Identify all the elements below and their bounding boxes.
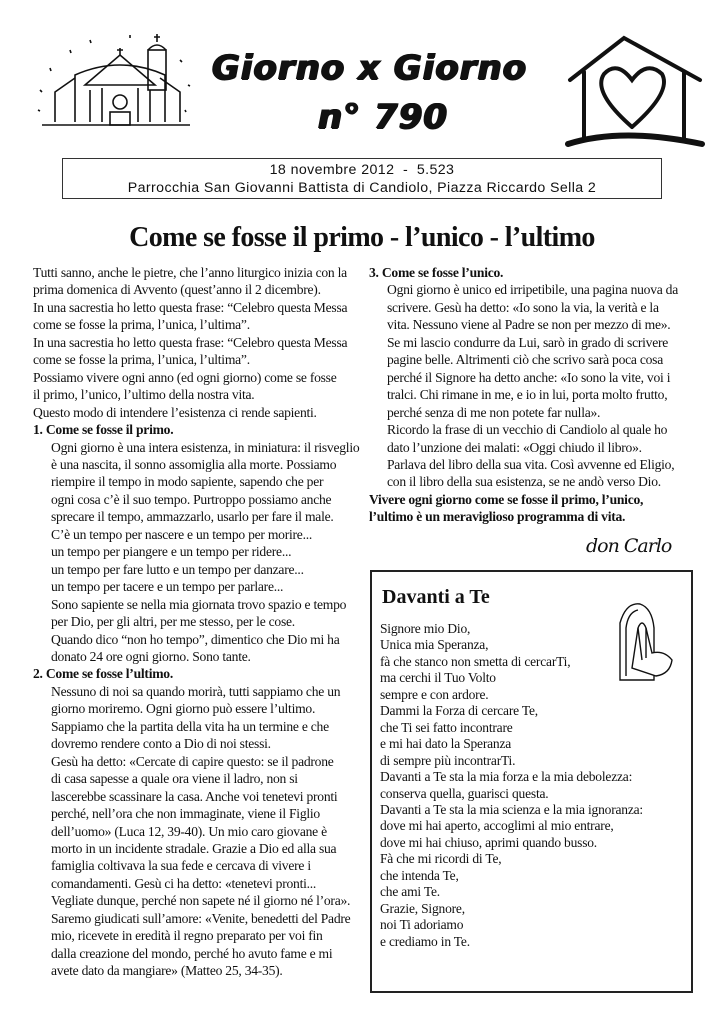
prayer-line: sempre e con ardore. bbox=[380, 686, 489, 702]
text-line: perché senza di me non potete far nulla». bbox=[387, 404, 601, 420]
prayer-text bbox=[380, 621, 643, 950]
prayer-line: Unica mia Speranza, bbox=[380, 637, 489, 653]
text-line: Ogni giorno è una intera esistenza, in miniatura: il risveglio bbox=[51, 439, 360, 455]
prayer-line: dove mi hai chiuso, aprimi quando busso. bbox=[380, 834, 597, 850]
text-line: come se fosse la prima, l’unica, l’ultima”. bbox=[33, 352, 250, 368]
text-line: Sono sapiente se nella mia giornata trovo spazio e tempo bbox=[51, 596, 347, 612]
prayer-line: ma cerchi il Tuo Volto bbox=[380, 670, 496, 686]
text-line: il primo, l’unico, l’ultimo della nostra vita. bbox=[33, 387, 255, 403]
text-line: comandamenti. Gesù ci ha detto: «tenetevi pronti... bbox=[51, 875, 317, 891]
text-line: Gesù ha detto: «Cercate di capire questo: se il padrone bbox=[51, 753, 334, 769]
prayer-line: Signore mio Dio, bbox=[380, 621, 471, 636]
section-heading: 2. Come se fosse l’ultimo. bbox=[33, 666, 173, 682]
text-line: Sappiamo che la partita della vita ha un termine e che bbox=[51, 718, 329, 734]
text-line: per Dio, per gli altri, per me stesso, per le cose. bbox=[51, 614, 295, 630]
text-line: avete dato da mangiare» (Matteo 25, 34-35). bbox=[51, 963, 283, 979]
text-line: famiglia coltivava la sua fede e cercava di vivere i bbox=[51, 858, 311, 874]
text-line: mio, ricevete in eredità il regno preparato per voi fin bbox=[51, 928, 323, 944]
text-line: un tempo per tacere e un tempo per parlare... bbox=[51, 579, 284, 595]
text-line: con il libro della sua esistenza, se ne andò verso Dio. bbox=[387, 474, 661, 490]
text-line: Tutti sanno, anche le pietre, che l’anno liturgico inizia con la bbox=[33, 265, 347, 280]
text-line: Quando dico “non ho tempo”, dimentico che Dio mi ha bbox=[51, 631, 340, 647]
text-line: dovremo rendere conto a Dio di noi stessi. bbox=[51, 736, 271, 752]
text-line: dell’uomo» (Luca 12, 39-40). Un mio caro giovane è bbox=[51, 823, 327, 839]
prayer-line: dove mi hai aperto, accoglimi al mio entrare, bbox=[380, 818, 614, 834]
text-line: Ricordo la frase di un vecchio di Candiolo al quale ho bbox=[387, 422, 668, 438]
text-line: perché, nell’ora che non immaginate, viene il Figlio bbox=[51, 806, 320, 822]
prayer-line: noi Ti adoriamo bbox=[380, 917, 464, 933]
issue-info-box bbox=[62, 158, 662, 199]
parish-address: Parrocchia San Giovanni Battista di Candiolo, Piazza Riccardo Sella 2 bbox=[127, 180, 597, 196]
prayer-line: Fà che mi ricordi di Te, bbox=[380, 851, 502, 867]
text-line: Ogni giorno è unico ed irripetibile, una pagina nuova da bbox=[387, 282, 679, 298]
text-line: lascerebbe scassinare la casa. Anche voi tenetevi pronti bbox=[51, 788, 338, 804]
prayer-title: Davanti a Te bbox=[382, 586, 490, 608]
text-line: In una sacrestia ho letto questa frase: “Celebro questa Messa bbox=[33, 299, 348, 315]
prayer-line: che Ti sei fatto incontrare bbox=[380, 719, 513, 735]
text-line: scrivere. Gesù ha detto: «Io sono la via, la verità e la bbox=[387, 299, 659, 315]
text-line: tralci. Chi rimane in me, e io in lui, porta molto frutto, bbox=[387, 387, 668, 403]
section-heading: l’ultimo è un meraviglioso programma di vita. bbox=[369, 509, 626, 525]
text-line: Parlava del libro della sua vita. Così avvenne ed Eligio, bbox=[387, 456, 675, 472]
text-line: Saremo giudicati sull’amore: «Venite, benedetti del Padre bbox=[51, 910, 351, 926]
text-line: ogni cosa c’è il suo tempo. Purtroppo possiamo anche bbox=[51, 491, 332, 507]
text-line: è una nascita, il sonno assomiglia alla morte. Possiamo bbox=[51, 456, 337, 472]
text-line: In una sacrestia ho letto questa frase: “Celebro questa Messa bbox=[33, 334, 348, 350]
prayer-line: conserva quella, guarisci questa. bbox=[380, 785, 549, 801]
prayer-line: che ami Te. bbox=[380, 884, 440, 900]
text-line: di casa sapesse a quale ora viene il ladro, non si bbox=[51, 771, 298, 787]
text-line: come se fosse la prima, l’unica, l’ultima”. bbox=[33, 317, 250, 333]
prayer-line: Dammi la Forza di cercare Te, bbox=[380, 703, 538, 719]
text-line: pagine belle. Altrimenti ciò che scrivo sarà poca cosa bbox=[387, 352, 664, 368]
prayer-line: Davanti a Te sta la mia forza e la mia debolezza: bbox=[380, 769, 633, 785]
article-left-column bbox=[33, 264, 360, 980]
text-line: Questo modo di intendere l’esistenza ci rende sapienti. bbox=[33, 404, 317, 420]
prayer-line: Grazie, Signore, bbox=[380, 900, 465, 916]
prayer-line: Davanti a Te sta la mia scienza e la mia ignoranza: bbox=[380, 801, 643, 817]
text-line: dato l’unzione dei malati: «Oggi chiudo il libro». bbox=[387, 439, 642, 455]
text-line: Se mi lascio condurre da Lui, sarò in grado di scrivere bbox=[387, 334, 669, 350]
text-line: donato 24 ore ogni giorno. Sono tante. bbox=[51, 648, 251, 664]
text-line: un tempo per fare lutto e un tempo per danzare... bbox=[51, 561, 304, 577]
text-line: perché il Signore ha detto anche: «Io sono la vite, voi i bbox=[387, 369, 671, 385]
text-line: Possiamo vivere ogni anno (ed ogni giorno) come se fosse bbox=[33, 369, 337, 385]
text-line: giorno moriremo. Ogni giorno può essere l’ultimo. bbox=[51, 701, 316, 717]
issue-number: n° 790 bbox=[318, 97, 449, 137]
text-line: prima domenica di Avvento (quest’anno il 2 dicembre). bbox=[33, 282, 321, 298]
section-heading: 3. Come se fosse l’unico. bbox=[369, 265, 504, 280]
text-line: morto in un incidente stradale. Grazie a Dio ed alla sua bbox=[51, 840, 337, 856]
text-line: sprecare il tempo, ammazzarlo, usarlo per fare il male. bbox=[51, 509, 334, 525]
text-line: Vegliate dunque, perché non sapete né il giorno né l’ora». bbox=[51, 893, 351, 909]
text-line: un tempo per piangere e un tempo per ridere... bbox=[51, 544, 292, 560]
issue-date: 18 novembre 2012 - 5.523 bbox=[269, 162, 455, 178]
signature: don Carlo bbox=[586, 535, 672, 557]
text-line: riempire il tempo in modo sapiente, sapendo che per bbox=[51, 474, 324, 490]
prayer-line: che intenda Te, bbox=[380, 867, 459, 883]
prayer-line: e crediamo in Te. bbox=[380, 933, 470, 949]
article-headline: Come se fosse il primo - l’unico - l’ultimo bbox=[129, 222, 595, 253]
text-line: C’è un tempo per nascere e un tempo per morire... bbox=[51, 526, 313, 542]
text-line: Nessuno di noi sa quando morirà, tutti sappiamo che un bbox=[51, 683, 341, 699]
text-line: dalla creazione del mondo, perché ho avuto fame e mi bbox=[51, 945, 333, 961]
house-heart-logo-icon bbox=[562, 32, 707, 152]
text-line: vita. Nessuno viene al Padre se non per mezzo di me». bbox=[387, 317, 671, 333]
section-heading: Vivere ogni giorno come se fosse il primo, l’unico, bbox=[369, 491, 644, 507]
church-drawing-icon bbox=[30, 30, 195, 130]
article-right-column bbox=[369, 264, 703, 526]
section-heading: 1. Come se fosse il primo. bbox=[33, 422, 174, 438]
prayer-line: fà che stanco non smetta di cercarTi, bbox=[380, 653, 571, 669]
prayer-line: di sempre più incontrarTi. bbox=[380, 752, 516, 768]
prayer-line: e mi hai dato la Speranza bbox=[380, 736, 512, 752]
newsletter-title: Giorno x Giorno bbox=[212, 48, 528, 88]
